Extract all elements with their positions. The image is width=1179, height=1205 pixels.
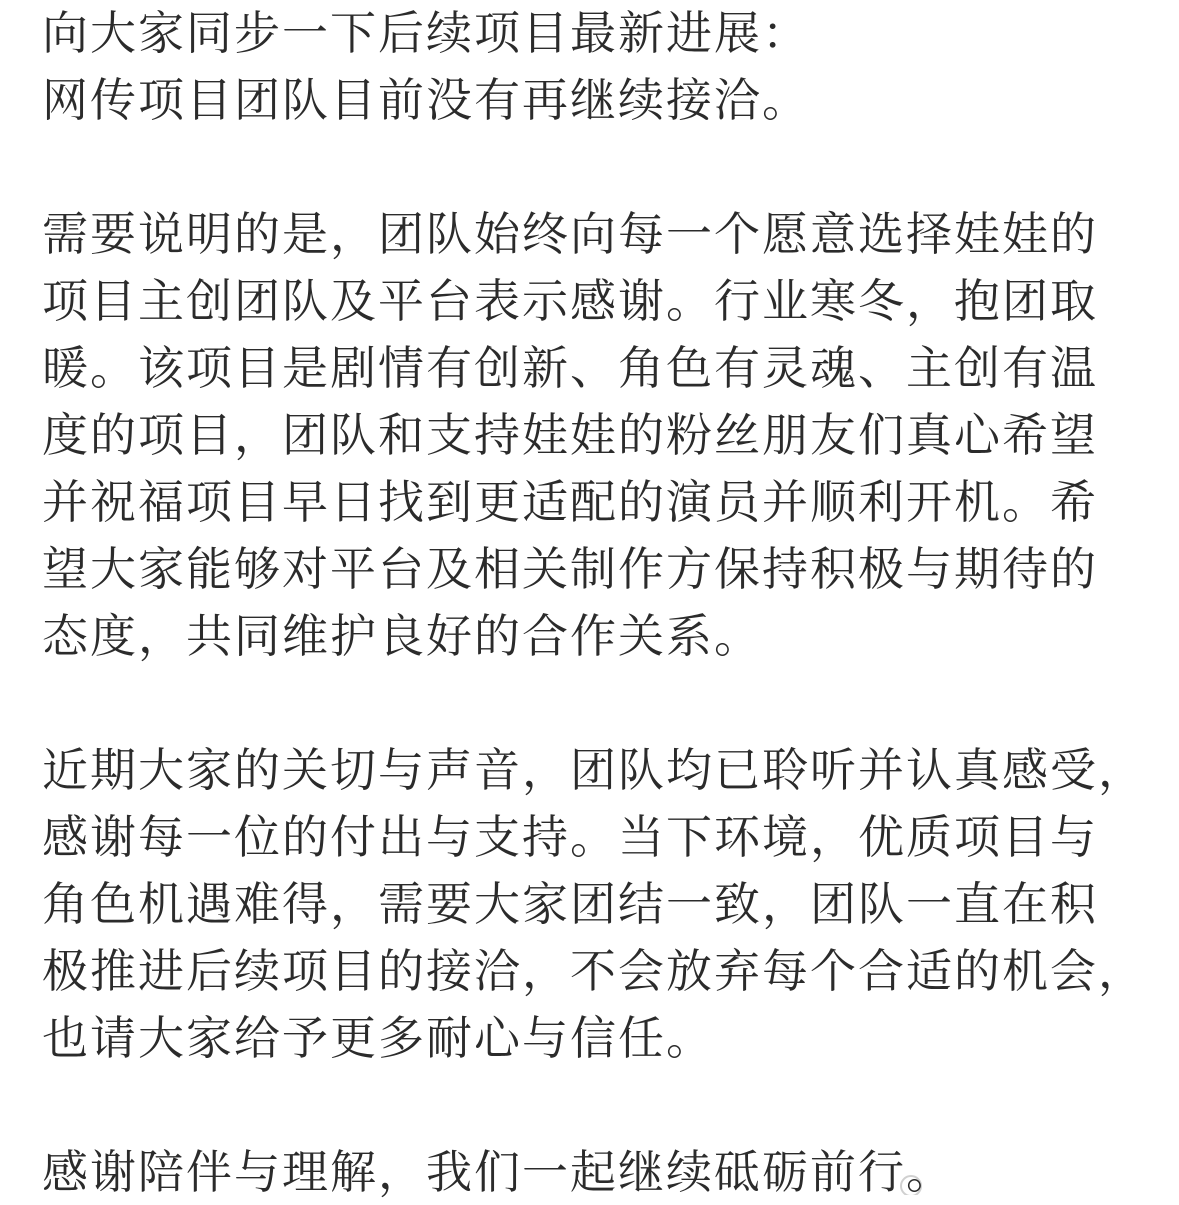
text-line: 需要说明的是，团队始终向每一个愿意选择娃娃的: [42, 207, 1098, 261]
text-line: 感谢每一位的付出与支持。当下环境，优质项目与: [42, 810, 1098, 864]
watermark: [900, 1174, 1179, 1195]
text-line: 望大家能够对平台及相关制作方保持积极与期待的: [42, 542, 1098, 596]
text-line: 态度，共同维护良好的合作关系。: [42, 609, 762, 663]
text-line: 项目主创团队及平台表示感谢。行业寒冬，抱团取: [42, 274, 1098, 328]
text-line: 向大家同步一下后续项目最新进展：: [42, 6, 810, 60]
text-line: 暖。该项目是剧情有创新、角色有灵魂、主创有温: [42, 341, 1098, 395]
text-line: 度的项目，团队和支持娃娃的粉丝朋友们真心希望: [42, 408, 1098, 462]
text-line: 并祝福项目早日找到更适配的演员并顺利开机。希: [42, 475, 1098, 529]
text-line: 也请大家给予更多耐心与信任。: [42, 1011, 714, 1065]
weibo-logo-icon: [900, 1175, 922, 1196]
text-line: 网传项目团队目前没有再继续接洽。: [42, 73, 810, 127]
text-line: 感谢陪伴与理解，我们一起继续砥砺前行。: [42, 1145, 954, 1199]
text-line: 角色机遇难得，需要大家团结一致，团队一直在积: [42, 877, 1098, 931]
text-line: 极推进后续项目的接洽，不会放弃每个合适的机会，: [42, 944, 1146, 998]
text-line: 近期大家的关切与声音，团队均已聆听并认真感受，: [42, 743, 1146, 797]
